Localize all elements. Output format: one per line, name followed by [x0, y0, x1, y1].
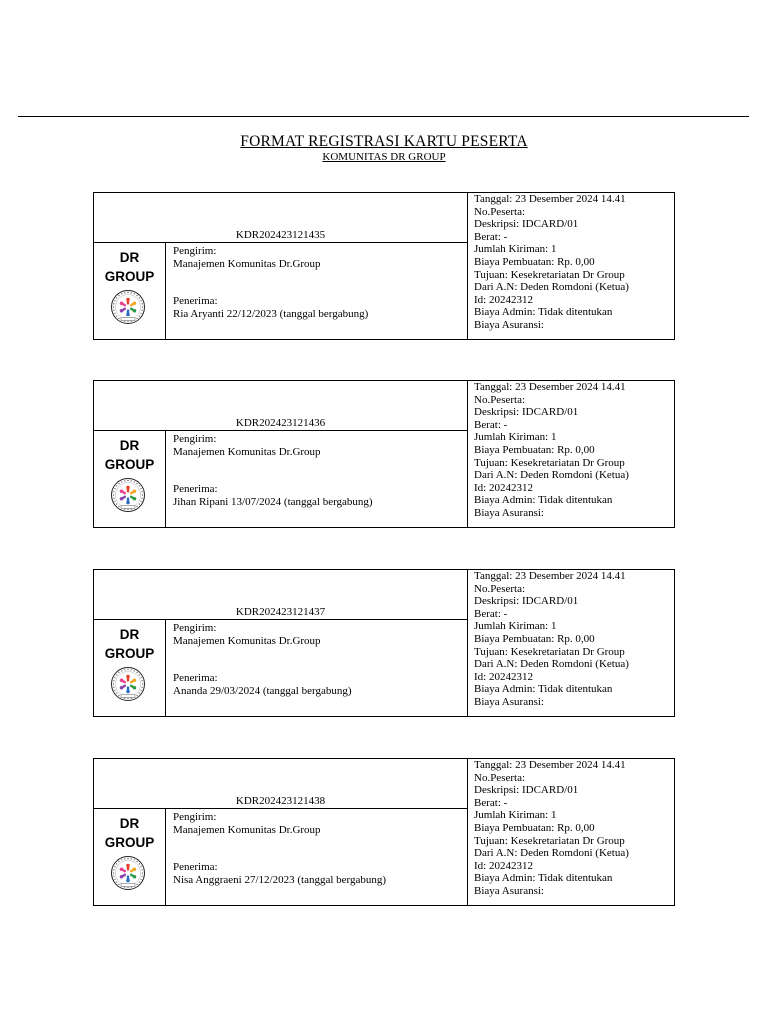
- logo-cell: [94, 431, 166, 527]
- recipient-label: Penerima:: [173, 672, 218, 685]
- detail-admin-fee: Biaya Admin: Tidak ditentukan: [474, 494, 613, 507]
- detail-weight: Berat: -: [474, 230, 508, 243]
- recipient-label: Penerima:: [173, 861, 218, 874]
- sender-label: Pengirim:: [173, 622, 217, 634]
- detail-shipment-count: Jumlah Kiriman: 1: [474, 620, 557, 633]
- party-block: [173, 811, 386, 886]
- logo-line-1: DR: [119, 816, 140, 831]
- card-left-section: [94, 759, 468, 905]
- card-details: [474, 570, 674, 709]
- community-seal-icon: [110, 666, 146, 702]
- registration-code: KDR202423121438: [235, 795, 326, 807]
- document-title: FORMAT REGISTRASI KARTU PESERTA: [240, 133, 528, 150]
- top-divider: [18, 116, 749, 117]
- card-code-row: [94, 193, 467, 243]
- detail-date: Tanggal: 23 Desember 2024 14.41: [474, 570, 626, 582]
- detail-date: Tanggal: 23 Desember 2024 14.41: [474, 759, 626, 771]
- logo-line-2: GROUP: [104, 835, 155, 850]
- card-code-row: [94, 570, 467, 620]
- detail-date: Tanggal: 23 Desember 2024 14.41: [474, 381, 626, 393]
- detail-destination: Tujuan: Kesekretariatan Dr Group: [474, 834, 625, 847]
- logo-cell: [94, 809, 166, 905]
- detail-admin-fee: Biaya Admin: Tidak ditentukan: [474, 306, 613, 319]
- logo-cell: [94, 620, 166, 716]
- card-details: [474, 759, 674, 898]
- recipient-name: Nisa Anggraeni 27/12/2023 (tanggal bergabung): [173, 873, 387, 886]
- party-block: [173, 622, 352, 697]
- logo-line-2: GROUP: [104, 457, 155, 472]
- logo-line-2: GROUP: [104, 269, 155, 284]
- detail-admin-fee: Biaya Admin: Tidak ditentukan: [474, 872, 613, 885]
- card-code-row: [94, 759, 467, 809]
- logo-wordmark: [94, 436, 165, 474]
- party-block: [173, 245, 368, 320]
- card-details: [474, 193, 674, 332]
- detail-description: Deskripsi: IDCARD/01: [474, 595, 579, 608]
- community-seal-icon: [110, 289, 146, 325]
- detail-description: Deskripsi: IDCARD/01: [474, 406, 579, 419]
- community-seal-icon: [110, 477, 146, 513]
- detail-id: Id: 20242312: [474, 293, 533, 306]
- detail-from: Dari A.N: Deden Romdoni (Ketua): [474, 847, 629, 860]
- detail-shipment-count: Jumlah Kiriman: 1: [474, 243, 557, 256]
- detail-production-cost: Biaya Pembuatan: Rp. 0,00: [474, 821, 595, 834]
- sender-label: Pengirim:: [173, 245, 217, 257]
- detail-date: Tanggal: 23 Desember 2024 14.41: [474, 193, 626, 205]
- registration-code: KDR202423121436: [235, 417, 326, 429]
- detail-production-cost: Biaya Pembuatan: Rp. 0,00: [474, 632, 595, 645]
- card-code-row: [94, 381, 467, 431]
- detail-description: Deskripsi: IDCARD/01: [474, 218, 579, 231]
- card-left-section: [94, 193, 468, 339]
- detail-from: Dari A.N: Deden Romdoni (Ketua): [474, 281, 629, 294]
- detail-destination: Tujuan: Kesekretariatan Dr Group: [474, 456, 625, 469]
- detail-participant-no: No.Peserta:: [474, 393, 526, 406]
- detail-participant-no: No.Peserta:: [474, 205, 526, 218]
- detail-production-cost: Biaya Pembuatan: Rp. 0,00: [474, 443, 595, 456]
- detail-weight: Berat: -: [474, 607, 508, 620]
- card-left-section: [94, 570, 468, 716]
- registration-code: KDR202423121437: [235, 606, 326, 618]
- detail-id: Id: 20242312: [474, 481, 533, 494]
- registration-card: [93, 380, 675, 528]
- sender-name: Manajemen Komunitas Dr.Group: [173, 634, 321, 647]
- detail-from: Dari A.N: Deden Romdoni (Ketua): [474, 469, 629, 482]
- detail-description: Deskripsi: IDCARD/01: [474, 784, 579, 797]
- detail-weight: Berat: -: [474, 418, 508, 431]
- detail-participant-no: No.Peserta:: [474, 771, 526, 784]
- detail-insurance-fee: Biaya Asuransi:: [474, 884, 544, 897]
- sender-name: Manajemen Komunitas Dr.Group: [173, 257, 321, 270]
- recipient-name: Ananda 29/03/2024 (tanggal bergabung): [173, 684, 352, 697]
- registration-card: [93, 569, 675, 717]
- card-details: [474, 381, 674, 520]
- detail-id: Id: 20242312: [474, 859, 533, 872]
- sender-name: Manajemen Komunitas Dr.Group: [173, 823, 321, 836]
- detail-insurance-fee: Biaya Asuransi:: [474, 695, 544, 708]
- registration-card: [93, 758, 675, 906]
- registration-card: [93, 192, 675, 340]
- detail-from: Dari A.N: Deden Romdoni (Ketua): [474, 658, 629, 671]
- recipient-label: Penerima:: [173, 295, 218, 308]
- party-block: [173, 433, 373, 508]
- detail-weight: Berat: -: [474, 796, 508, 809]
- card-left-section: [94, 381, 468, 527]
- detail-participant-no: No.Peserta:: [474, 582, 526, 595]
- logo-cell: [94, 243, 166, 339]
- recipient-name: Jihan Ripani 13/07/2024 (tanggal bergabung): [173, 495, 373, 508]
- detail-shipment-count: Jumlah Kiriman: 1: [474, 809, 557, 822]
- detail-production-cost: Biaya Pembuatan: Rp. 0,00: [474, 255, 595, 268]
- logo-wordmark: [94, 625, 165, 663]
- detail-insurance-fee: Biaya Asuransi:: [474, 506, 544, 519]
- sender-label: Pengirim:: [173, 433, 217, 445]
- sender-name: Manajemen Komunitas Dr.Group: [173, 445, 321, 458]
- detail-destination: Tujuan: Kesekretariatan Dr Group: [474, 645, 625, 658]
- community-seal-icon: [110, 855, 146, 891]
- recipient-name: Ria Aryanti 22/12/2023 (tanggal bergabung): [173, 307, 369, 320]
- detail-insurance-fee: Biaya Asuransi:: [474, 318, 544, 331]
- recipient-label: Penerima:: [173, 483, 218, 496]
- detail-shipment-count: Jumlah Kiriman: 1: [474, 431, 557, 444]
- document-subtitle: KOMUNITAS DR GROUP: [322, 151, 446, 163]
- logo-line-2: GROUP: [104, 646, 155, 661]
- sender-label: Pengirim:: [173, 811, 217, 823]
- logo-line-1: DR: [119, 438, 140, 453]
- logo-wordmark: [94, 248, 165, 286]
- logo-line-1: DR: [119, 627, 140, 642]
- detail-admin-fee: Biaya Admin: Tidak ditentukan: [474, 683, 613, 696]
- registration-code: KDR202423121435: [235, 229, 326, 241]
- detail-destination: Tujuan: Kesekretariatan Dr Group: [474, 268, 625, 281]
- detail-id: Id: 20242312: [474, 670, 533, 683]
- logo-wordmark: [94, 814, 165, 852]
- logo-line-1: DR: [119, 250, 140, 265]
